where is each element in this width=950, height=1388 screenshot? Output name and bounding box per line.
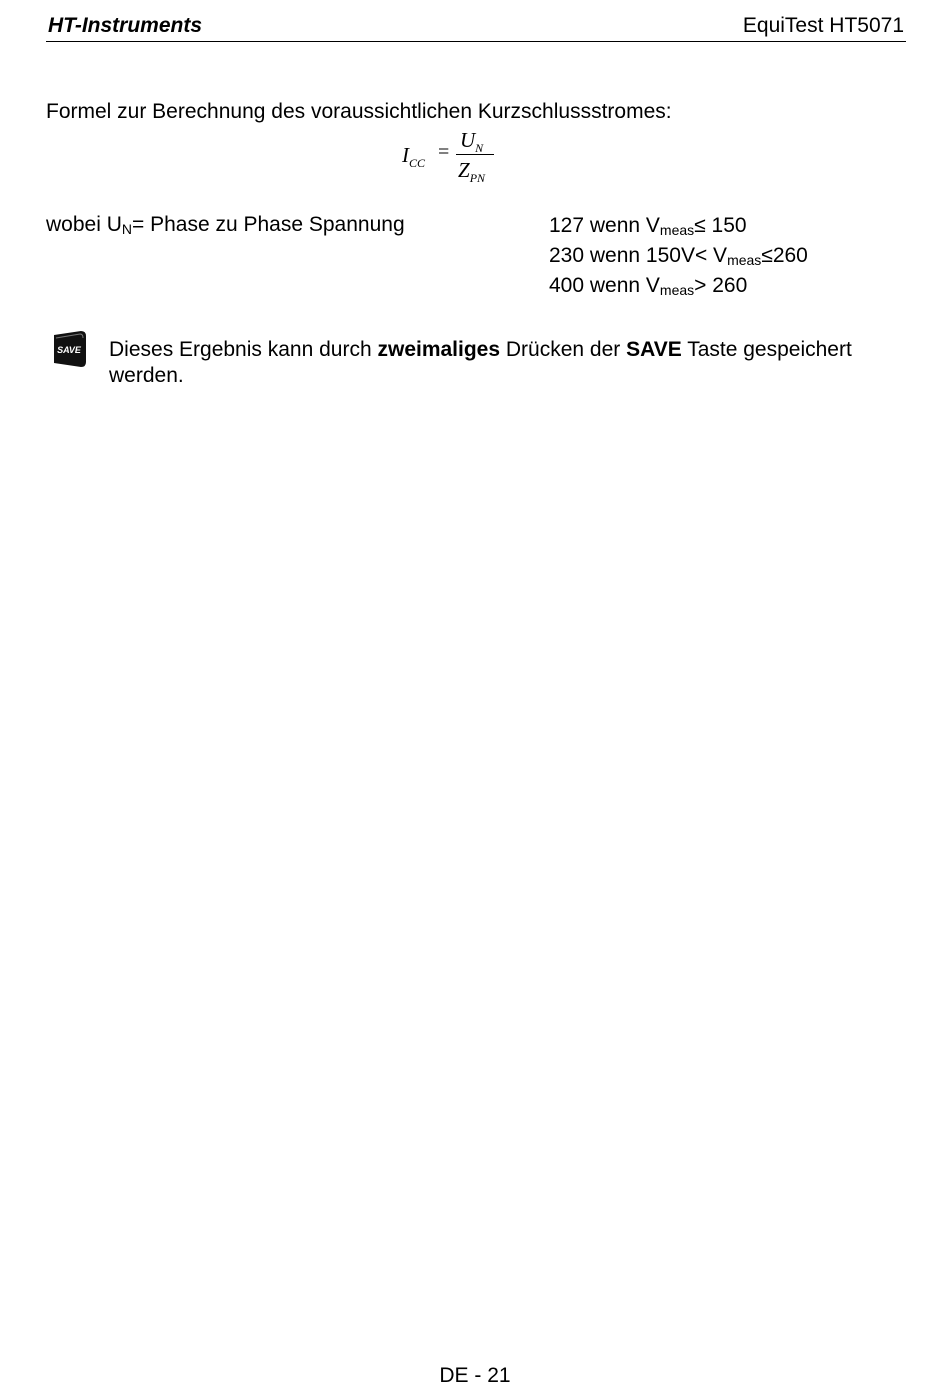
short-circuit-formula [402,128,502,188]
page-header [46,12,906,42]
formula-numerator: $U_N$ [460,128,484,156]
condition-row: 127 wenn $V_{meas}\le 150$ [549,214,747,238]
brand-name: HT-Instruments [48,14,203,37]
condition-row: 400 wenn $V_{meas}> 260$ [549,274,748,298]
page-number: DE - 21 [439,1364,511,1387]
formula-equals: = [438,141,450,163]
svg-text:SAVE: SAVE [57,345,81,355]
formula-intro: Formel zur Berechnung des voraussichtlichen Kurzschlussstromes: [46,100,672,123]
fraction-bar [456,154,494,155]
product-name: EquiTest HT5071 [742,14,904,37]
formula-denominator: $Z_{PN}$ [458,158,486,186]
condition-row: 230 wenn $150V< V_{meas}\le 260$ [549,244,808,268]
save-note: Dieses Ergebnis kann durch zweimaliges Drücken der SAVE Taste gespeichert werden. [109,338,852,387]
voltage-definition: wobei $U_N=$ Phase zu Phase Spannung [46,213,405,237]
formula-lhs: $I_{CC}$ [402,143,426,171]
voltage-conditions [549,213,808,303]
save-key-icon [53,330,87,368]
